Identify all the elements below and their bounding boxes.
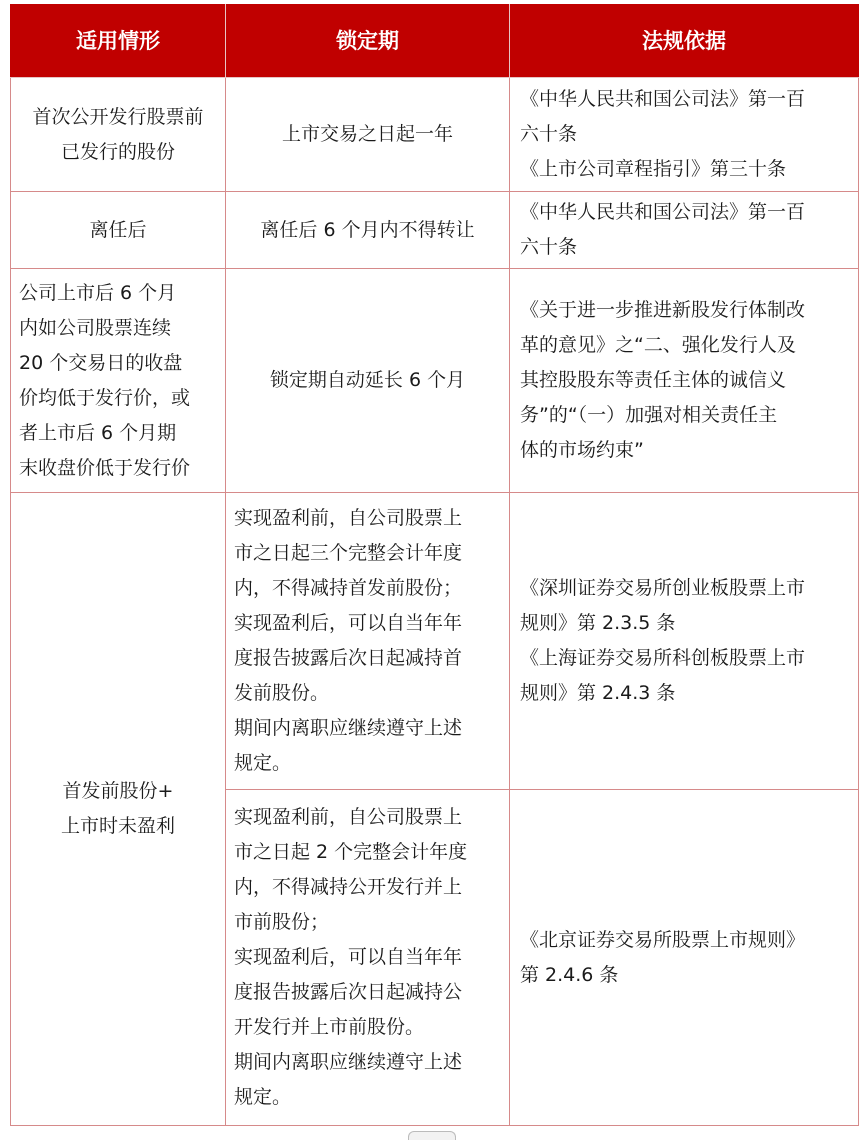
cell-line: 度报告披露后次日起减持公 (234, 981, 463, 1003)
cell-line: 《关于进一步推进新股发行体制改 (520, 299, 806, 321)
cell-line: 锁定期自动延长 6 个月 (269, 369, 466, 391)
cell-line: 期间内离职应继续遵守上述 (234, 717, 463, 739)
cell-line: 规定。 (234, 752, 292, 774)
cell-line: 其控股股东等责任主体的诚信义 (520, 369, 787, 391)
basis-cell (510, 269, 859, 493)
table-row (11, 78, 859, 192)
cell-line: 末收盘价低于发行价 (19, 456, 191, 479)
situation-cell-merged (11, 493, 226, 1126)
cell-line: 度报告披露后次日起减持首 (234, 647, 463, 669)
cell-line: 第 2.4.6 条 (520, 963, 619, 986)
situation-cell (11, 192, 226, 269)
header-situation: 适用情形 (11, 5, 226, 78)
basis-cell (510, 192, 859, 269)
basis-cell (510, 790, 859, 1126)
cell-line: 市之日起三个完整会计年度 (234, 542, 463, 564)
cell-line: 市前股份； (234, 911, 330, 933)
cell-line: 实现盈利前，自公司股票上 (234, 507, 463, 529)
cell-line: 《中华人民共和国公司法》第一百 (520, 201, 806, 223)
lockup-cell (226, 790, 510, 1126)
cell-line: 20 个交易日的收盘 (19, 351, 183, 374)
situation-cell (11, 78, 226, 192)
cell-line: 已发行的股份 (60, 140, 175, 163)
cell-line: 发前股份。 (234, 682, 330, 704)
cell-line: 六十条 (520, 236, 578, 258)
table-row (11, 192, 859, 269)
lockup-cell (226, 192, 510, 269)
table-row (11, 493, 859, 790)
cell-line: 内如公司股票连续 (19, 316, 172, 339)
cell-line: 上市时未盈利 (60, 815, 175, 837)
cell-line: 六十条 (520, 123, 578, 145)
lockup-cell (226, 269, 510, 493)
lockup-cell (226, 78, 510, 192)
cell-line: 实现盈利后，可以自当年年 (234, 612, 463, 634)
cell-line: 实现盈利前，自公司股票上 (234, 806, 463, 828)
cell-line: 《上海证券交易所科创板股票上市 (520, 647, 806, 669)
table-row (11, 269, 859, 493)
cell-line: 实现盈利后，可以自当年年 (234, 946, 463, 968)
cell-line: 者上市后 6 个月期 (19, 421, 177, 444)
cell-line: 体的市场约束” (520, 439, 644, 461)
cell-line: 《中华人民共和国公司法》第一百 (520, 88, 806, 110)
cell-line: 规则》第 2.3.5 条 (520, 612, 676, 634)
basis-cell (510, 78, 859, 192)
cell-line: 离任后 6 个月内不得转让 (260, 218, 475, 241)
cell-line: 首次公开发行股票前 (32, 105, 204, 128)
header-lockup: 锁定期 (226, 5, 510, 78)
cell-line: 规定。 (234, 1086, 292, 1108)
cell-line: 《上市公司章程指引》第三十条 (520, 158, 787, 180)
cell-line: 务”的“（一）加强对相关责任主 (520, 404, 778, 426)
cell-line: 上市交易之日起一年 (281, 123, 453, 145)
basis-cell (510, 493, 859, 790)
situation-cell (11, 269, 226, 493)
bottom-scroll-tab[interactable] (408, 1131, 456, 1140)
cell-line: 开发行并上市前股份。 (234, 1016, 425, 1038)
cell-line: 《深圳证券交易所创业板股票上市 (520, 577, 806, 599)
cell-line: 公司上市后 6 个月 (19, 281, 177, 304)
cell-line: 内，不得减持公开发行并上 (234, 876, 463, 898)
cell-line: 市之日起 2 个完整会计年度 (234, 841, 468, 863)
cell-line: 《北京证券交易所股票上市规则》 (520, 928, 806, 951)
cell-line: 首发前股份+ (62, 780, 174, 802)
lockup-cell (226, 493, 510, 790)
cell-line: 期间内离职应继续遵守上述 (234, 1051, 463, 1073)
cell-line: 价均低于发行价，或 (19, 386, 191, 409)
cell-line: 革的意见》之“二、强化发行人及 (520, 334, 796, 356)
table-header-row (11, 5, 859, 78)
header-basis: 法规依据 (510, 5, 859, 78)
cell-line: 内，不得减持首发前股份； (234, 577, 463, 599)
cell-line: 离任后 (89, 218, 147, 241)
cell-line: 规则》第 2.4.3 条 (520, 682, 676, 704)
lockup-table (10, 4, 859, 1126)
